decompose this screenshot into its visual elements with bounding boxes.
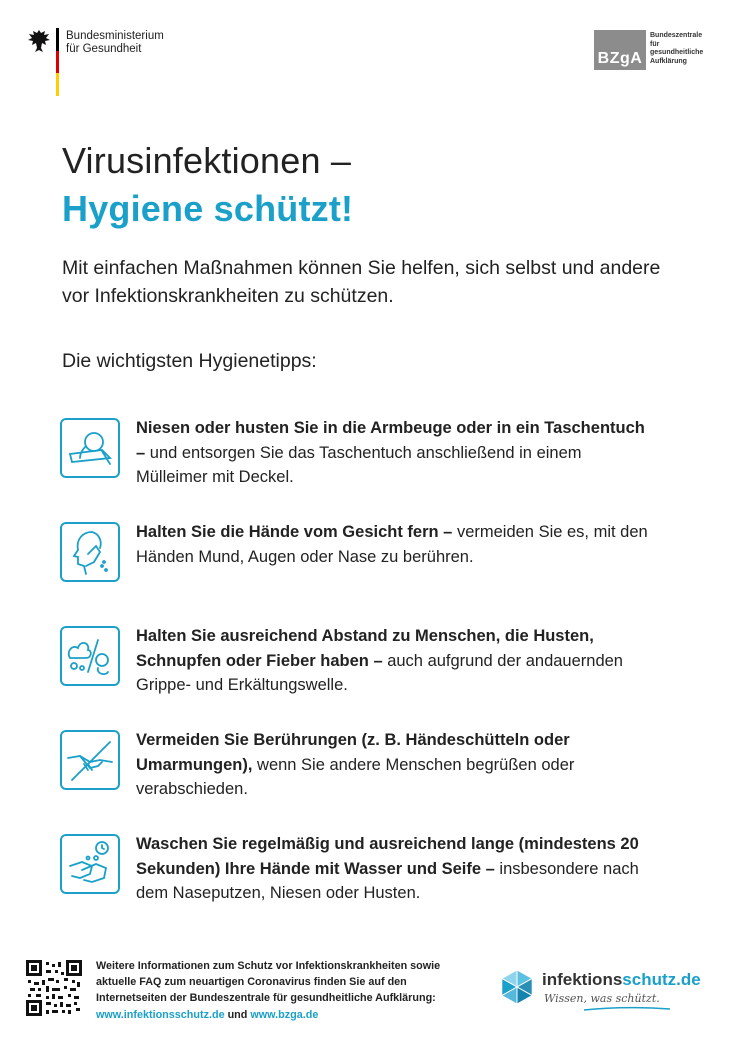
tip-item (60, 522, 680, 592)
tip-item (60, 418, 680, 488)
distance-icon (60, 626, 120, 686)
tip-item (60, 730, 680, 800)
bzga-name: Bundeszentrale für gesundheitliche Aufklärung (650, 32, 704, 65)
infektionsschutz-logo[interactable] (498, 968, 708, 1018)
tips-heading: Die wichtigsten Hygienetipps: (62, 350, 317, 372)
no-handshake-icon (60, 730, 120, 790)
qr-code[interactable] (26, 960, 82, 1016)
federal-eagle-icon (26, 28, 52, 54)
intro-text: Mit einfachen Maßnahmen können Sie helfen, sich selbst und andere vor Infektionskrankheiten zu schützen. (62, 257, 661, 307)
ministry-name: Bundesministerium für Gesundheit (66, 30, 164, 55)
title-line2: Hygiene schützt! (62, 188, 354, 229)
brand-slogan: Wissen, was schützt. (544, 992, 660, 1005)
tip-text: Vermeiden Sie Berührungen (z. B. Händeschütteln oder Umarmungen), wenn Sie andere Menschen begrüßen oder verabschieden. (136, 731, 575, 798)
hand-face-icon (60, 522, 120, 582)
brand-name: infektionsschutz.de (542, 970, 701, 989)
bzga-logo (594, 30, 719, 72)
bzga-abbreviation: BZgA (594, 30, 646, 70)
globe-logo-icon (498, 968, 536, 1006)
hand-washing-icon (60, 834, 120, 894)
footer-info: Weitere Informationen zum Schutz vor Infektionskrankheiten sowie aktuelle FAQ zum neuartigen Coronavirus finden Sie auf den Internetseiten der Bundeszentrale für gesundheitliche Aufklärung: www.infektionsschutz.de und www.bzga.de (96, 960, 441, 1021)
tip-text: Niesen oder husten Sie in die Armbeuge oder in ein Taschentuch – und entsorgen Sie das Taschentuch anschließend in einem Mülleimer mit Deckel. (136, 419, 645, 486)
ministry-logo (26, 28, 166, 100)
tip-text: Halten Sie ausreichend Abstand zu Menschen, die Husten, Schnupfen oder Fieber haben – auch aufgrund der andauernden Grippe- und Erkältungswelle. (136, 627, 623, 694)
tip-text: Halten Sie die Hände vom Gesicht fern – vermeiden Sie es, mit den Händen Mund, Augen oder Nase zu berühren. (136, 523, 648, 566)
link-infektionsschutz[interactable]: www.infektionsschutz.de (96, 1008, 225, 1021)
tip-item (60, 626, 680, 696)
slogan-underline (582, 1006, 672, 1012)
tip-text: Waschen Sie regelmäßig und ausreichend lange (mindestens 20 Sekunden) Ihre Hände mit Wasser und Seife – insbesondere nach dem Naseputzen, Niesen oder Husten. (136, 835, 639, 902)
sneeze-elbow-icon (60, 418, 120, 478)
german-flag-stripe (56, 28, 59, 96)
link-bzga[interactable]: www.bzga.de (250, 1008, 319, 1021)
title-line1: Virusinfektionen – (62, 140, 352, 181)
tip-item (60, 834, 680, 904)
